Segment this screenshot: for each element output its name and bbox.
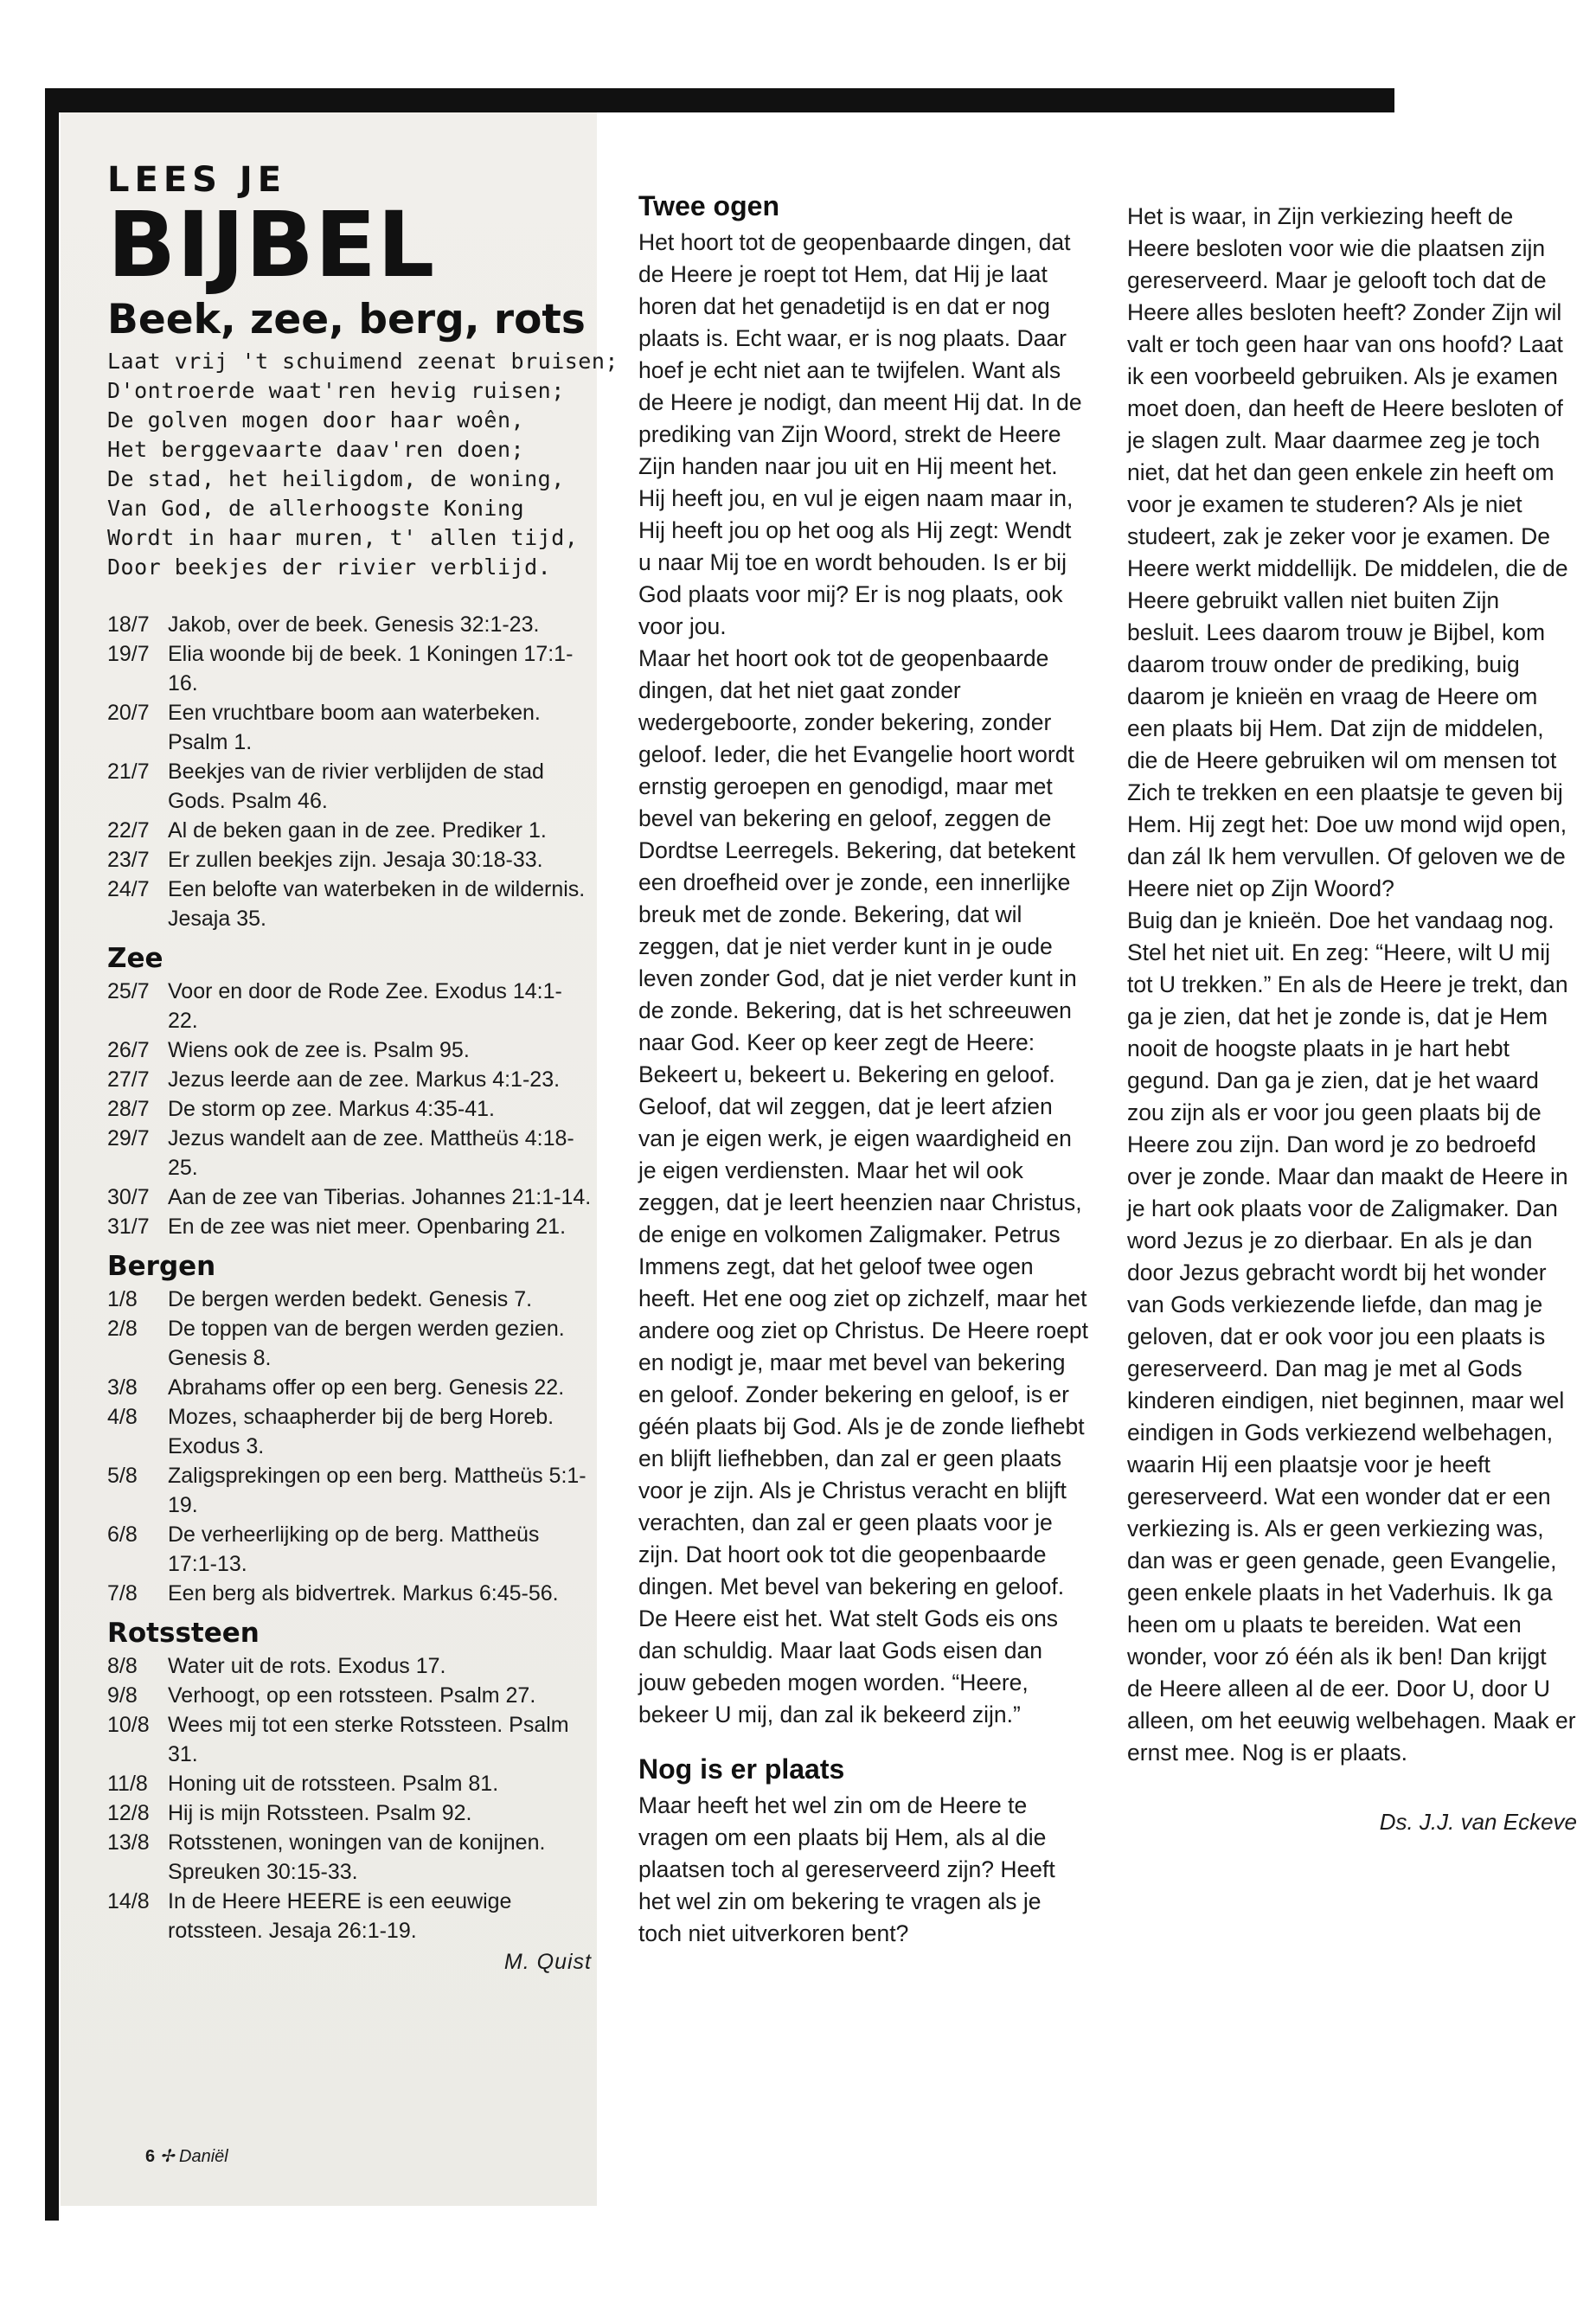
reading-entry: 29/7 Jezus wandelt aan de zee. Mattheüs 4:18-25. bbox=[107, 1126, 574, 1180]
paragraph: Het is waar, in Zijn verkiezing heeft de Heere besloten voor wie die plaatsen zijn gereserveerd. Maar je gelooft toch dat de Heere alles besloten heeft? Zonder Zijn wil valt er toch geen haar van ons hoofd? Laat ik een voorbeeld gebruiken. Als je examen moet doen, dan heeft de Heere besloten of je slagen zult. Maar daarmee zeg je toch niet, dat het dan geen enkele zin heeft om voor je examen te studeren? Als je niet studeert, zak je zeker voor je examen. De Heere werkt middellijk. De middelen, die de Heere gebruikt vallen niet buiten Zijn besluit. Lees daarom trouw je Bijbel, kom daarom trouw onder de prediking, buig daarom je knieën en vraag de Heere om een plaats bij Hem. Dat zijn de middelen, die de Heere gebruiken wil om mensen tot Zich te trekken en een plaatsje te geven bij Hem. Hij zegt het: Doe uw mond wijd open, dan zál Ik hem vervullen. Of geloven we de Heere niet op Zijn Woord? bbox=[1127, 203, 1568, 901]
top-border bbox=[45, 88, 1394, 112]
section-heading-rotssteen: Rotssteen bbox=[107, 1618, 260, 1649]
reading-entry: 5/8 Zaligsprekingen op een berg. Mattheüs 5:1-19. bbox=[107, 1464, 586, 1517]
reading-entry: 11/8 Honing uit de rotssteen. Psalm 81. bbox=[107, 1772, 499, 1796]
reading-entry: 27/7 Jezus leerde aan de zee. Markus 4:1-23. bbox=[107, 1067, 561, 1092]
article-heading: Nog is er plaats bbox=[638, 1753, 845, 1785]
reading-entry: 4/8 Mozes, schaapherder bij de berg Horeb. Exodus 3. bbox=[107, 1405, 554, 1458]
poem-line: Door beekjes der rivier verblijd. bbox=[107, 554, 552, 580]
article-heading: Twee ogen bbox=[638, 190, 779, 221]
reading-list bbox=[107, 610, 592, 1945]
article-column-2 bbox=[1127, 201, 1577, 1836]
reading-entry: 20/7 Een vruchtbare boom aan waterbeken. Psalm 1. bbox=[107, 701, 541, 754]
reading-entry: 26/7 Wiens ook de zee is. Psalm 95. bbox=[107, 1038, 470, 1062]
reading-entry: 30/7 Aan de zee van Tiberias. Johannes 21:1-14. bbox=[107, 1185, 592, 1209]
reading-entry: 13/8 Rotsstenen, woningen van de konijnen. Spreuken 30:15-33. bbox=[107, 1830, 546, 1884]
article-body bbox=[638, 1790, 1088, 1950]
reading-entry: 3/8 Abrahams offer op een berg. Genesis 22. bbox=[107, 1375, 565, 1400]
kicker: LEES JE bbox=[107, 160, 287, 200]
magazine-name: Daniël bbox=[179, 2147, 228, 2166]
reading-entry: 2/8 De toppen van de bergen werden gezien. Genesis 8. bbox=[107, 1317, 565, 1370]
poem-line: Van God, de allerhoogste Koning bbox=[107, 496, 525, 521]
poem bbox=[107, 347, 619, 582]
reading-entry: 28/7 De storm op zee. Markus 4:35-41. bbox=[107, 1097, 495, 1121]
reading-entry: 31/7 En de zee was niet meer. Openbaring 21. bbox=[107, 1215, 567, 1239]
article-body bbox=[638, 227, 1088, 1731]
article-body bbox=[1127, 201, 1577, 1769]
poem-line: D'ontroerde waat'ren hevig ruisen; bbox=[107, 378, 565, 403]
poem-line: De golven mogen door haar woên, bbox=[107, 407, 525, 433]
section-heading-bergen: Bergen bbox=[107, 1251, 216, 1282]
article-column-1 bbox=[638, 189, 1088, 1950]
reading-entry: 7/8 Een berg als bidvertrek. Markus 6:45-56. bbox=[107, 1581, 559, 1606]
poem-line: Laat vrij 't schuimend zeenat bruisen; bbox=[107, 349, 619, 374]
reading-entry: 8/8 Water uit de rots. Exodus 17. bbox=[107, 1654, 446, 1678]
reading-entry: 21/7 Beekjes van de rivier verblijden de stad Gods. Psalm 46. bbox=[107, 760, 544, 813]
page-title: BIJBEL bbox=[107, 192, 436, 298]
reading-entry: 6/8 De verheerlijking op de berg. Mattheüs 17:1-13. bbox=[107, 1522, 540, 1576]
left-border bbox=[45, 88, 59, 2221]
magazine-logo-icon: ✢ bbox=[159, 2147, 180, 2166]
reading-entry: 23/7 Er zullen beekjes zijn. Jesaja 30:18-33. bbox=[107, 848, 543, 872]
paragraph: Maar heeft het wel zin om de Heere te vragen om een plaats bij Hem, als al die plaatsen toch al gereserveerd zijn? Heeft het wel zin om bekering te vragen als je toch niet uitverkoren bent? bbox=[638, 1792, 1055, 1946]
article-author: Ds. J.J. van Eckeve bbox=[1379, 1809, 1577, 1835]
page-number: 6 bbox=[145, 2147, 156, 2166]
reading-entry: 24/7 Een belofte van waterbeken in de wildernis. Jesaja 35. bbox=[107, 877, 586, 931]
paragraph: Buig dan je knieën. Doe het vandaag nog. Stel het niet uit. En zeg: “Heere, wilt U mij tot U trekken.” En als de Heere je trekt, dan ga je zien, dat het je zonde is, dat je Hem nooit de hoogste plaats in je hart hebt gegund. Dan ga je zien, dat je het waard zou zijn als er voor jou geen plaats bij de Heere zou zijn. Dan word je zo bedroefd over je zonde. Maar dan maakt de Heere in je hart ook plaats voor de Zaligmaker. Dan word Jezus je zo dierbaar. En als je dan door Jezus gebracht wordt bij het wonder van Gods verkiezende liefde, dan mag je geloven, dat er ook voor jou een plaats is gereserveerd. Dan mag je met al Gods kinderen eindigen, niet beginnen, maar wel eindigen in Gods verkiezend welbehagen, waarin Hij een plaatsje voor je heeft gereserveerd. Wat een wonder dat er een verkiezing is. Als er geen verkiezing was, dan was er geen genade, geen Evangelie, geen enkele plaats in het Vaderhuis. Ik ga heen om u plaats te bereiden. Wat een wonder, voor zó één als ik ben! Dan krijgt de Heere alleen al de eer. Door U, door U alleen, om het eeuwig welbehagen. Maak er ernst mee. Nog is er plaats. bbox=[1127, 907, 1576, 1766]
reading-plan-column bbox=[107, 160, 619, 1977]
reading-entry: 19/7 Elia woonde bij de beek. 1 Koningen 17:1-16. bbox=[107, 642, 574, 695]
reading-entry: 25/7 Voor en door de Rode Zee. Exodus 14:1-22. bbox=[107, 979, 562, 1033]
reading-entry: 12/8 Hij is mijn Rotssteen. Psalm 92. bbox=[107, 1801, 472, 1825]
reading-entry: 18/7 Jakob, over de beek. Genesis 32:1-23. bbox=[107, 612, 540, 637]
reading-entry: 10/8 Wees mij tot een sterke Rotssteen. Psalm 31. bbox=[107, 1713, 569, 1766]
poem-line: De stad, het heiligdom, de woning, bbox=[107, 466, 565, 491]
reading-entry: 22/7 Al de beken gaan in de zee. Prediker 1. bbox=[107, 818, 547, 843]
section-heading-zee: Zee bbox=[107, 943, 163, 974]
reading-entry: 1/8 De bergen werden bedekt. Genesis 7. bbox=[107, 1287, 533, 1311]
page-footer bbox=[145, 2145, 228, 2167]
paragraph: Het hoort tot de geopenbaarde dingen, dat de Heere je roept tot Hem, dat Hij je laat horen dat het genadetijd is en dat er nog plaats is. Echt waar, er is nog plaats. Daar hoef je echt niet aan te twijfelen. Want als de Heere je nodigt, dan meent Hij dat. In de prediking van Zijn Woord, strekt de Heere Zijn handen naar jou uit en Hij meent het. Hij heeft jou, en vul je eigen naam maar in, Hij heeft jou op het oog als Hij zegt: Wendt u naar Mij toe en wordt behouden. Is er bij God plaats voor mij? Er is nog plaats, ook voor jou. bbox=[638, 229, 1082, 639]
poem-line: Wordt in haar muren, t' allen tijd, bbox=[107, 525, 579, 550]
paragraph: Maar het hoort ook tot de geopenbaarde dingen, dat het niet gaat zonder wedergeboorte, zonder bekering, zonder geloof. Ieder, die het Evangelie hoort wordt ernstig geroepen en genodigd, maar met bevel van bekering en geloof, zeggen de Dordtse Leerregels. Bekering, dat betekent een droefheid over je zonde, een innerlijke breuk met de zonde. Bekering, dat wil zeggen, dat je niet verder kunt in je oude leven zonder God, dat je niet verder kunt in de zonde. Bekering, dat is het schreeuwen naar God. Keer op keer zegt de Heere: Bekeert u, bekeert u. Bekering en geloof. Geloof, dat wil zeggen, dat je leert afzien van je eigen werk, je eigen waardigheid en je eigen verdiensten. Maar het wil ook zeggen, dat je leert heenzien naar Christus, de enige en volkomen Zaligmaker. Petrus Immens zegt, dat het geloof twee ogen heeft. Het ene oog ziet op zichzelf, maar het andere oog ziet op Christus. De Heere roept en nodigt je, maar met bevel van bekering en geloof. Zonder bekering en geloof, is er géén plaats bij God. Als je de zonde liefhebt en blijft liefhebben, dan zal er geen plaats voor je zijn. Als je Christus veracht en blijft verachten, dan zal er geen plaats voor je zijn. Dat hoort ook tot die geopenbaarde dingen. Met bevel van bekering en geloof. De Heere eist het. Wat stelt Gods eis ons dan schuldig. Maar laat Gods eisen dan jouw gebeden mogen worden. “Heere, bekeer U mij, dan zal ik bekeerd zijn.” bbox=[638, 645, 1088, 1727]
reading-entry: 14/8 In de Heere HEERE is een eeuwige rotssteen. Jesaja 26:1-19. bbox=[107, 1889, 512, 1943]
subtitle: Beek, zee, berg, rots bbox=[107, 296, 586, 343]
reading-plan-author: M. Quist bbox=[503, 1950, 592, 1974]
poem-line: Het berggevaarte daav'ren doen; bbox=[107, 437, 525, 462]
reading-entry: 9/8 Verhoogt, op een rotssteen. Psalm 27. bbox=[107, 1683, 536, 1708]
